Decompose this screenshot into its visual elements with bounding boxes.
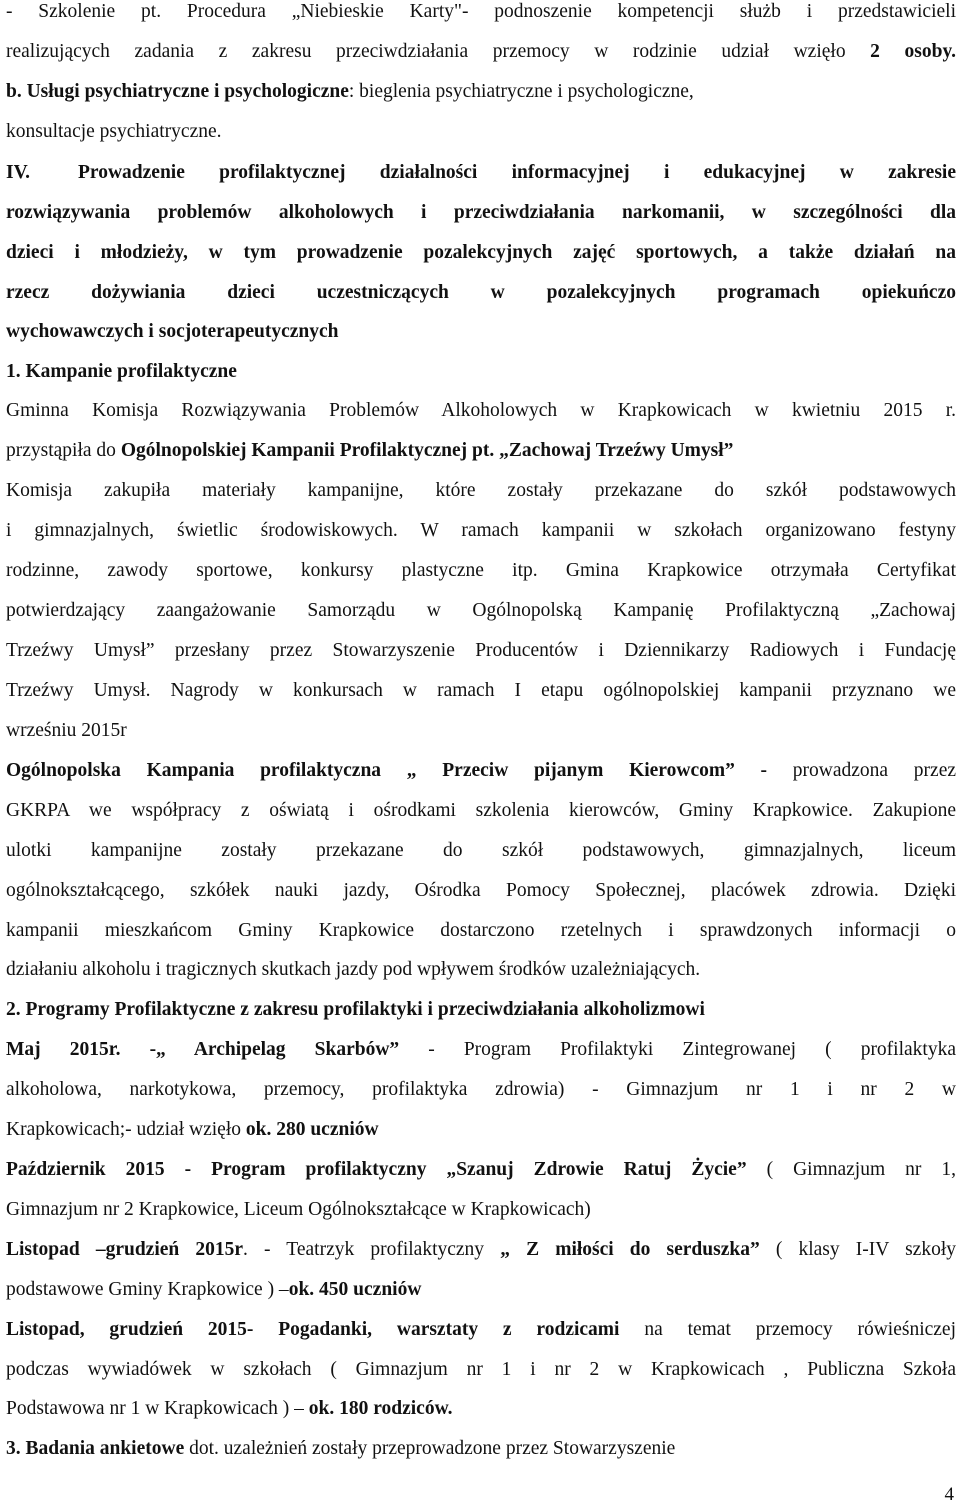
text-run: Gminna Komisja Rozwiązywania Problemów Alkoholowych w Krapkowicach w kwietniu 2015 r. — [6, 400, 956, 421]
text-run: konsultacje psychiatryczne. — [6, 121, 222, 142]
text-run: działaniu alkoholu i tragicznych skutkach jazdy pod wpływem środków uzależniających. — [6, 959, 701, 980]
text-run: podstawowe Gminy Krapkowice ) – — [6, 1279, 289, 1300]
text-line — [6, 879, 956, 903]
text-line — [6, 439, 956, 463]
text-run: Trzeźwy Umysł” przesłany przez Stowarzyszenie Producentów i Dziennikarzy Radiowych i Fundację — [6, 640, 956, 661]
bold-text: „ Z miłości do serduszka” — [500, 1239, 760, 1260]
text-run: : bieglenia psychiatryczne i psychologiczne, — [348, 81, 694, 102]
text-line — [6, 80, 956, 104]
bold-text: Ogólnopolska Kampania profilaktyczna „ Przeciw pijanym Kierowcom” - — [6, 760, 793, 781]
text-line — [6, 399, 956, 423]
text-line — [6, 1118, 956, 1142]
text-line — [6, 1397, 956, 1421]
bold-text: ok. 450 uczniów — [288, 1279, 422, 1300]
text-run: dot. uzależnień zostały przeprowadzone przez Stowarzyszenie — [184, 1438, 676, 1459]
text-line — [6, 998, 956, 1022]
text-run: prowadzona przez — [792, 760, 957, 781]
bold-text: 2 osoby. — [870, 41, 956, 62]
text-run: wrześniu 2015r — [6, 720, 127, 741]
text-line — [6, 40, 956, 64]
text-line — [6, 120, 956, 144]
bold-text: ok. 180 rodziców. — [308, 1398, 453, 1419]
text-line — [6, 839, 956, 863]
text-run: podczas wywiadówek w szkołach ( Gimnazjum nr 1 i nr 2 w Krapkowicach , Publiczna Szkoła — [6, 1359, 956, 1380]
text-run: realizujących zadania z zakresu przeciwdziałania przemocy w rodzinie udział wzięło — [6, 41, 871, 62]
text-run: - Szkolenie pt. Procedura „Niebieskie Karty"- podnoszenie kompetencji służb i przedstawicieli — [6, 1, 956, 22]
text-line — [6, 1078, 956, 1102]
text-run: Trzeźwy Umysł. Nagrody w konkursach w ramach I etapu ogólnopolskiej kampanii przyznano we — [6, 680, 956, 701]
text-line — [6, 1158, 956, 1182]
bold-text: rzecz dożywiania dzieci uczestniczących w pozalekcyjnych programach opiekuńczo — [6, 282, 956, 303]
text-run: Gimnazjum nr 2 Krapkowice, Liceum Ogólnokształcące w Krapkowicach) — [6, 1199, 591, 1220]
text-line — [6, 1278, 956, 1302]
text-run: ulotki kampanijne zostały przekazane do szkół podstawowych, gimnazjalnych, liceum — [6, 840, 956, 861]
text-run: kampanii mieszkańcom Gminy Krapkowice dostarczono rzetelnych i sprawdzonych informacji o — [6, 920, 956, 941]
text-run: Krapkowicach;- udział wzięło — [6, 1119, 246, 1140]
text-line — [6, 360, 956, 384]
text-line — [6, 161, 956, 185]
text-run: Komisja zakupiła materiały kampanijne, które zostały przekazane do szkół podstawowych — [6, 480, 956, 501]
bold-text: b. Usługi psychiatryczne i psychologiczne — [6, 81, 349, 102]
bold-text: 1. Kampanie profilaktyczne — [6, 361, 237, 382]
text-line — [6, 1318, 956, 1342]
text-run: alkoholowa, narkotykowa, przemocy, profilaktyka zdrowia) - Gimnazjum nr 1 i nr 2 w — [6, 1079, 956, 1100]
bold-text: 2. Programy Profilaktyczne z zakresu profilaktyki i przeciwdziałania alkoholizmowi — [6, 999, 705, 1020]
text-run: rodzinne, zawody sportowe, konkursy plastyczne itp. Gmina Krapkowice otrzymała Certyfikat — [6, 560, 956, 581]
text-line — [6, 679, 956, 703]
text-line — [6, 1038, 956, 1062]
bold-text: Listopad, grudzień 2015- Pogadanki, warsztaty z rodzicami — [6, 1319, 620, 1340]
bold-text: Prowadzenie profilaktycznej działalności informacyjnej i edukacyjnej w zakresie — [78, 162, 956, 183]
bold-text: Październik 2015 - Program profilaktyczny „Szanuj Zdrowie Ratuj Życie” — [6, 1159, 767, 1180]
text-run: ogólnokształcącego, szkółek nauki jazdy, Ośrodka Pomocy Społecznej, placówek zdrowia. Dzięki — [6, 880, 956, 901]
bold-text: Ogólnopolskiej Kampanii Profilaktycznej pt. „Zachowaj Trzeźwy Umysł” — [120, 440, 734, 461]
text-line — [6, 1358, 956, 1382]
text-line — [6, 639, 956, 663]
text-run: ( Gimnazjum nr 1, — [766, 1159, 956, 1180]
text-run: GKRPA we współpracy z oświatą i ośrodkami szkolenia kierowców, Gminy Krapkowice. Zakupione — [6, 800, 956, 821]
text-run: . - Teatrzyk profilaktyczny — [243, 1239, 501, 1260]
text-line — [6, 479, 956, 503]
text-line — [6, 241, 956, 265]
text-line — [6, 1198, 956, 1222]
text-line — [6, 958, 956, 982]
text-run: przystąpiła do — [6, 440, 121, 461]
page-number: 4 — [944, 1484, 954, 1505]
bold-text: rozwiązywania problemów alkoholowych i przeciwdziałania narkomanii, w szczególności dla — [6, 202, 956, 223]
bold-text: 3. Badania ankietowe — [6, 1438, 185, 1459]
text-line — [6, 320, 956, 344]
text-line — [6, 281, 956, 305]
text-line — [6, 719, 956, 743]
text-line — [6, 1437, 956, 1461]
text-line — [6, 519, 956, 543]
bold-text: ok. 280 uczniów — [245, 1119, 379, 1140]
text-run: ( klasy I-IV szkoły — [759, 1239, 956, 1260]
text-line — [6, 0, 956, 24]
text-line — [6, 1238, 956, 1262]
text-run: Podstawowa nr 1 w Krapkowicach ) – — [6, 1398, 309, 1419]
text-line — [6, 599, 956, 623]
text-line — [6, 759, 956, 783]
text-run: potwierdzający zaangażowanie Samorządu w Ogólnopolską Kampanię Profilaktyczną „Zachowaj — [6, 600, 956, 621]
text-line — [6, 559, 956, 583]
text-line — [6, 799, 956, 823]
text-run: i gimnazjalnych, świetlic środowiskowych. W ramach kampanii w szkołach organizowano festyny — [6, 520, 956, 541]
text-run: na temat przemocy rówieśniczej — [619, 1319, 956, 1340]
text-line — [6, 919, 956, 943]
bold-text: Listopad –grudzień 2015r — [6, 1239, 244, 1260]
section-number: IV. — [6, 162, 31, 183]
bold-text: Maj 2015r. -„ Archipelag Skarbów” — [6, 1039, 429, 1060]
text-line — [6, 201, 956, 225]
text-run: - Program Profilaktyki Zintegrowanej ( profilaktyka — [428, 1039, 956, 1060]
bold-text: wychowawczych i socjoterapeutycznych — [6, 321, 339, 342]
bold-text: dzieci i młodzieży, w tym prowadzenie pozalekcyjnych zajęć sportowych, a także działań na — [6, 242, 956, 263]
